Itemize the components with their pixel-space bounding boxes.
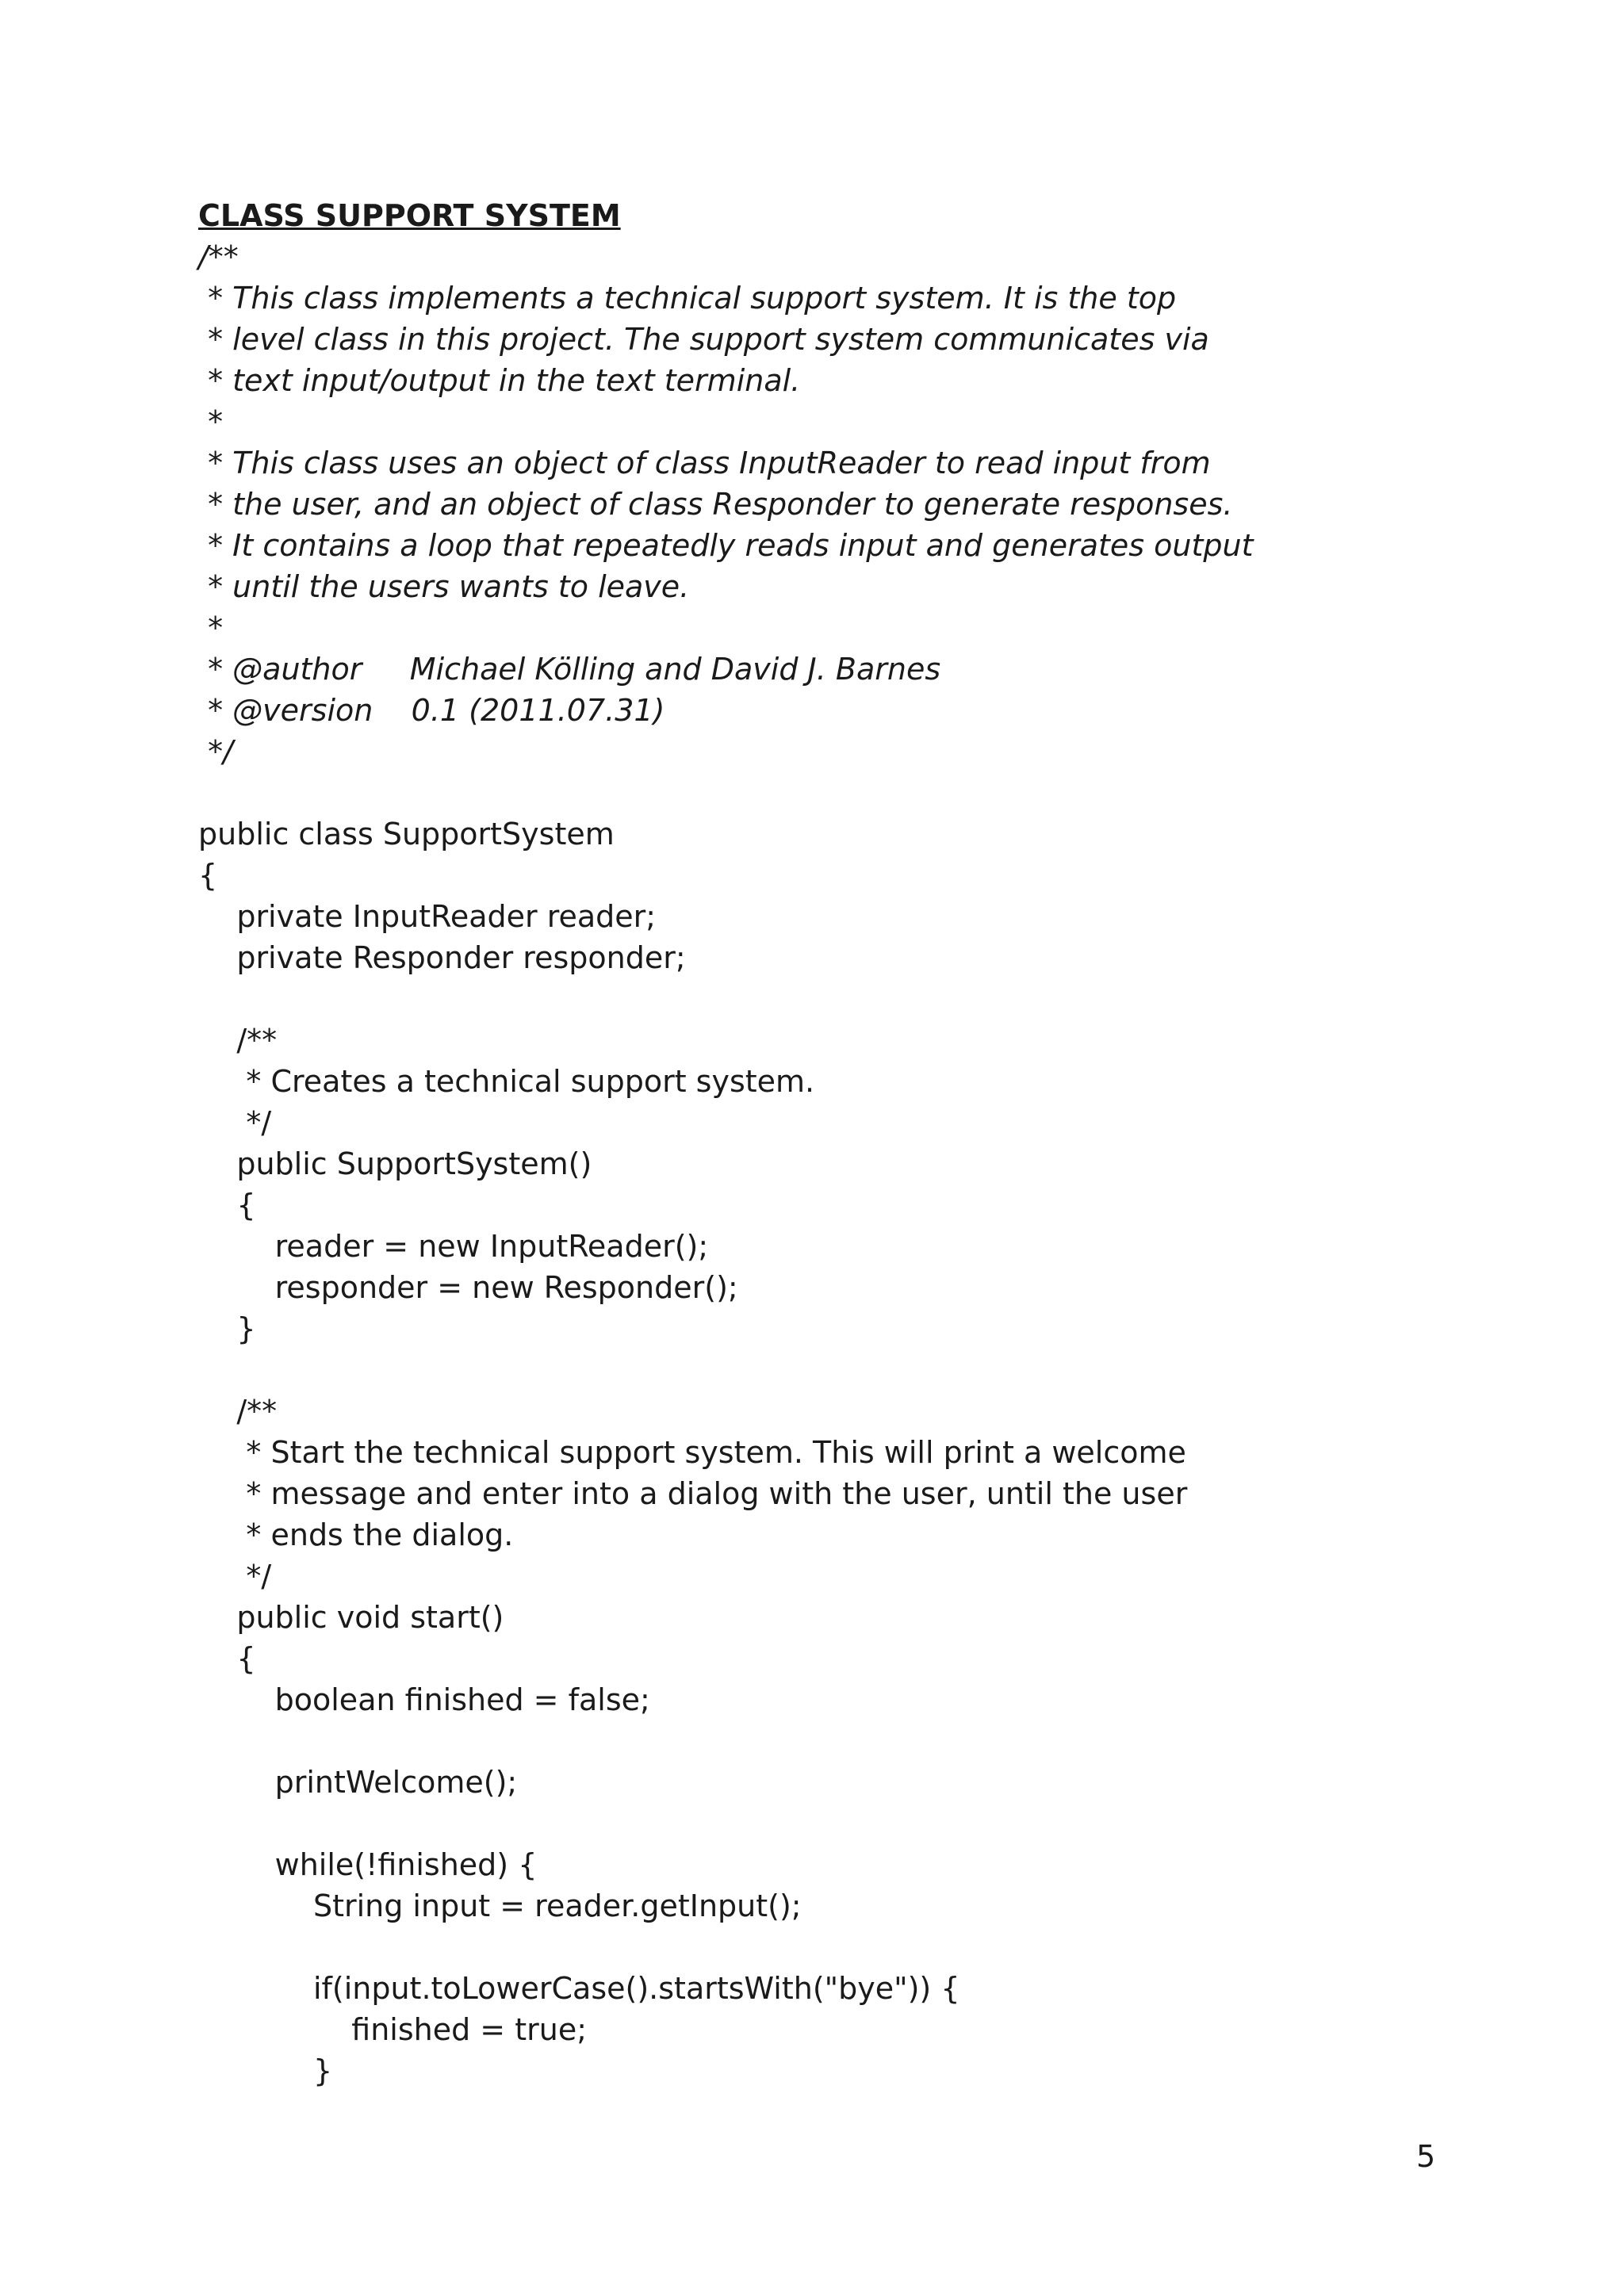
doc-comment-line: * level class in this project. The support system communicates via — [198, 322, 1209, 357]
code-line: String input = reader.getInput(); — [198, 1888, 802, 1923]
code-line: { — [198, 1188, 256, 1223]
code-line — [198, 978, 1435, 1020]
code-line: * Start the technical support system. This will print a welcome — [198, 1435, 1186, 1470]
doc-comment-line: * — [198, 404, 224, 439]
doc-comment-line: * @author Michael Kölling and David J. Barnes — [198, 652, 941, 687]
doc-comment-line: * This class uses an object of class InputReader to read input from — [198, 446, 1211, 480]
doc-comment-line: * text input/output in the text terminal. — [198, 363, 801, 398]
code-listing — [198, 236, 1435, 2091]
code-line: public void start() — [198, 1600, 504, 1635]
code-line: reader = new InputReader(); — [198, 1229, 709, 1264]
code-line — [198, 1803, 1435, 1844]
page-content — [198, 195, 1435, 2091]
code-line: while(!finished) { — [198, 1847, 538, 1882]
code-line: private Responder responder; — [198, 940, 686, 975]
code-line — [198, 1720, 1435, 1762]
doc-comment-line: * It contains a loop that repeatedly reads input and generates output — [198, 528, 1254, 563]
doc-comment-line: * until the users wants to leave. — [198, 569, 690, 604]
code-line: private InputReader reader; — [198, 899, 657, 934]
code-line: if(input.toLowerCase().startsWith("bye")) { — [198, 1971, 960, 2006]
section-heading: CLASS SUPPORT SYSTEM — [198, 198, 621, 233]
code-line: * Creates a technical support system. — [198, 1064, 815, 1099]
page-number: 5 — [1416, 2139, 1436, 2174]
code-line: * message and enter into a dialog with the user, until the user — [198, 1476, 1188, 1511]
code-line: printWelcome(); — [198, 1765, 518, 1800]
doc-comment-line: */ — [198, 734, 233, 769]
code-line: */ — [198, 1559, 272, 1594]
code-line — [198, 1927, 1435, 1968]
code-line — [198, 1349, 1435, 1391]
code-line — [198, 772, 1435, 813]
code-line: { — [198, 858, 218, 893]
code-line: finished = true; — [198, 2012, 588, 2047]
code-line: } — [198, 2053, 333, 2088]
doc-comment-line: * — [198, 610, 224, 645]
code-line: */ — [198, 1105, 272, 1140]
code-line: public class SupportSystem — [198, 817, 615, 851]
doc-comment-line: * the user, and an object of class Responder to generate responses. — [198, 487, 1233, 522]
doc-comment-line: * This class implements a technical support system. It is the top — [198, 281, 1177, 316]
code-line: boolean finished = false; — [198, 1682, 650, 1717]
code-line: /** — [198, 1023, 278, 1058]
code-line: /** — [198, 1394, 278, 1429]
code-line: public SupportSystem() — [198, 1146, 592, 1181]
code-line: { — [198, 1641, 256, 1676]
code-line: * ends the dialog. — [198, 1517, 514, 1552]
code-line: } — [198, 1311, 256, 1346]
code-line: responder = new Responder(); — [198, 1270, 738, 1305]
doc-comment-line: * @version 0.1 (2011.07.31) — [198, 693, 665, 728]
doc-comment-line: /** — [198, 239, 239, 274]
